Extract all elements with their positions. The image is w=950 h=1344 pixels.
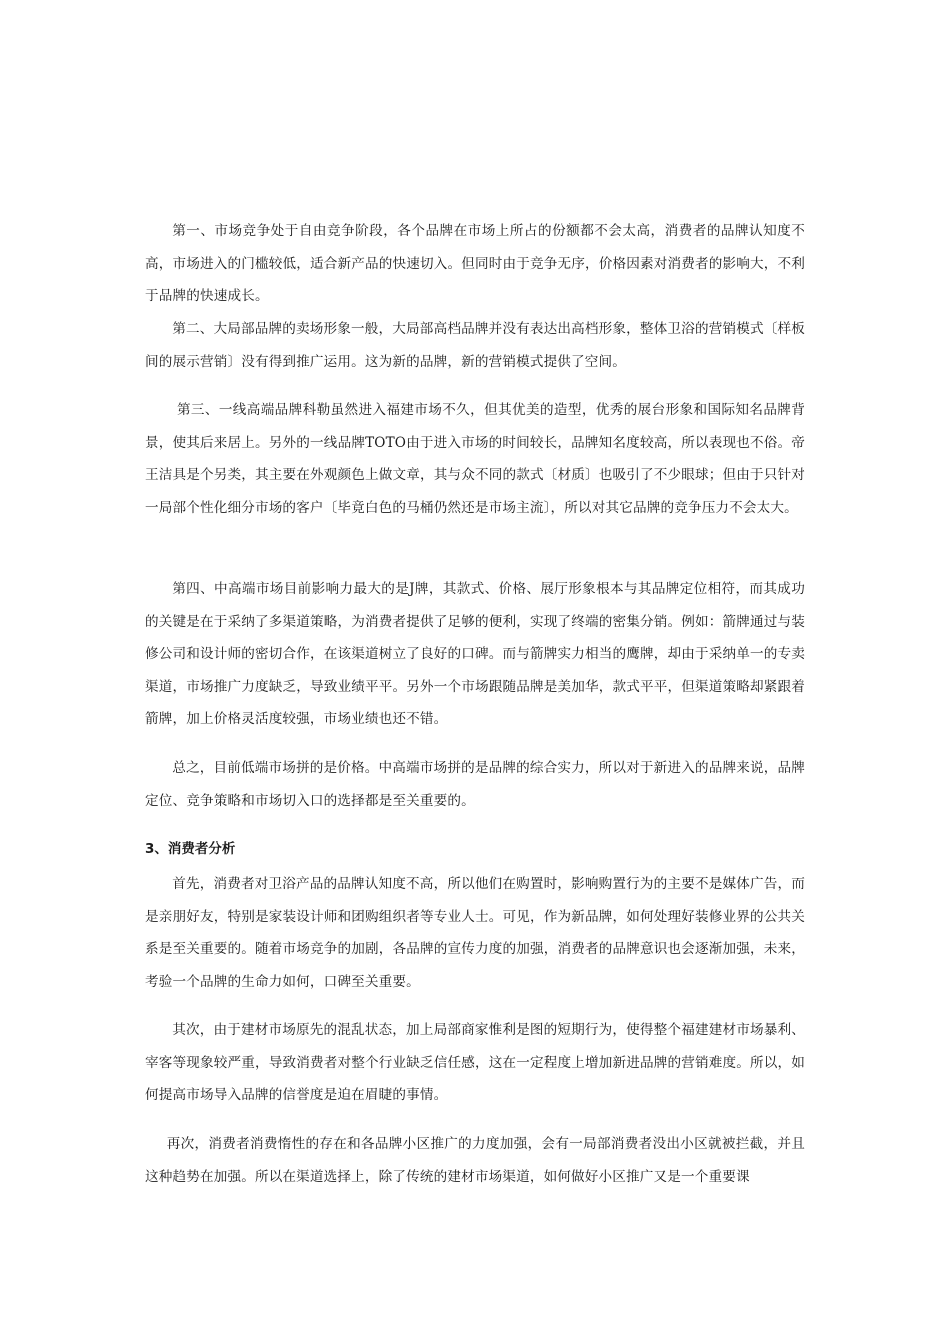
paragraph-mid-high-market: 第四、中高端市场目前影响力最大的是J牌，其款式、价格、展厅形象根本与其品牌定位相符，而其成功的关键是在于采纳了多渠道策略，为消费者提供了足够的便利，实现了终端的密集分销。例如：箭牌通过与装修公司和设计师的密切合作，在该渠道树立了良好的口碑。而与箭牌实力相当的鹰牌，却由于采纳单一的专卖渠道，市场推广力度缺乏，导致业绩平平。另外一个市场跟随品牌是美加华，款式平平，但渠道策略却紧跟着箭牌，加上价格灵活度较强，市场业绩也还不错。 [145,581,805,728]
paragraph-consumer-second: 其次，由于建材市场原先的混乱状态，加上局部商家惟利是图的短期行为，使得整个福建建材市场暴利、宰客等现象较严重，导致消费者对整个行业缺乏信任感，这在一定程度上增加新进品牌的营销难度。所以，如何提高市场导入品牌的信誉度是迫在眉睫的事情。 [145,1022,805,1104]
paragraph-consumer-third: 再次，消费者消费惰性的存在和各品牌小区推广的力度加强，会有一局部消费者没出小区就被拦截，并且这种趋势在加强。所以在渠道选择上，除了传统的建材市场渠道，如何做好小区推广又是一个重要课 [145,1136,805,1185]
paragraph-market-competition: 第一、市场竞争处于自由竞争阶段，各个品牌在市场上所占的份额都不会太高，消费者的品牌认知度不高，市场进入的门槛较低，适合新产品的快速切入。但同时由于竞争无序，价格因素对消费者的影响大，不利于品牌的快速成长。 [145,223,805,305]
paragraph-summary: 总之，目前低端市场拼的是价格。中高端市场拼的是品牌的综合实力，所以对于新进入的品牌来说，品牌定位、竞争策略和市场切入口的选择都是至关重要的。 [145,760,805,809]
paragraph-store-image: 第二、大局部品牌的卖场形象一般，大局部高档品牌并没有表达出高档形象，整体卫浴的营销模式〔样板间的展示营销〕没有得到推广运用。这为新的品牌，新的营销模式提供了空间。 [145,321,805,370]
paragraph-consumer-first: 首先，消费者对卫浴产品的品牌认知度不高，所以他们在购置时，影响购置行为的主要不是媒体广告，而是亲朋好友，特别是家装设计师和团购组织者等专业人士。可见，作为新品牌，如何处理好装修业界的公共关系是至关重要的。随着市场竞争的加剧，各品牌的宣传力度的加强，消费者的品牌意识也会逐渐加强，未来，考验一个品牌的生命力如何，口碑至关重要。 [145,876,805,990]
paragraph-high-end-brands: 第三、一线高端品牌科勒虽然进入福建市场不久，但其优美的造型，优秀的展台形象和国际知名品牌背景，使其后来居上。另外的一线品牌TOTO由于进入市场的时间较长，品牌知名度较高，所以表现也不俗。帝王洁具是个另类，其主要在外观颜色上做文章，其与众不同的款式〔材质〕也吸引了不少眼球；但由于只针对一局部个性化细分市场的客户〔毕竟白色的马桶仍然还是市场主流〕，所以对其它品牌的竞争压力不会太大。 [145,402,805,516]
section-heading-consumer-analysis: 3、消费者分析 [145,841,236,857]
